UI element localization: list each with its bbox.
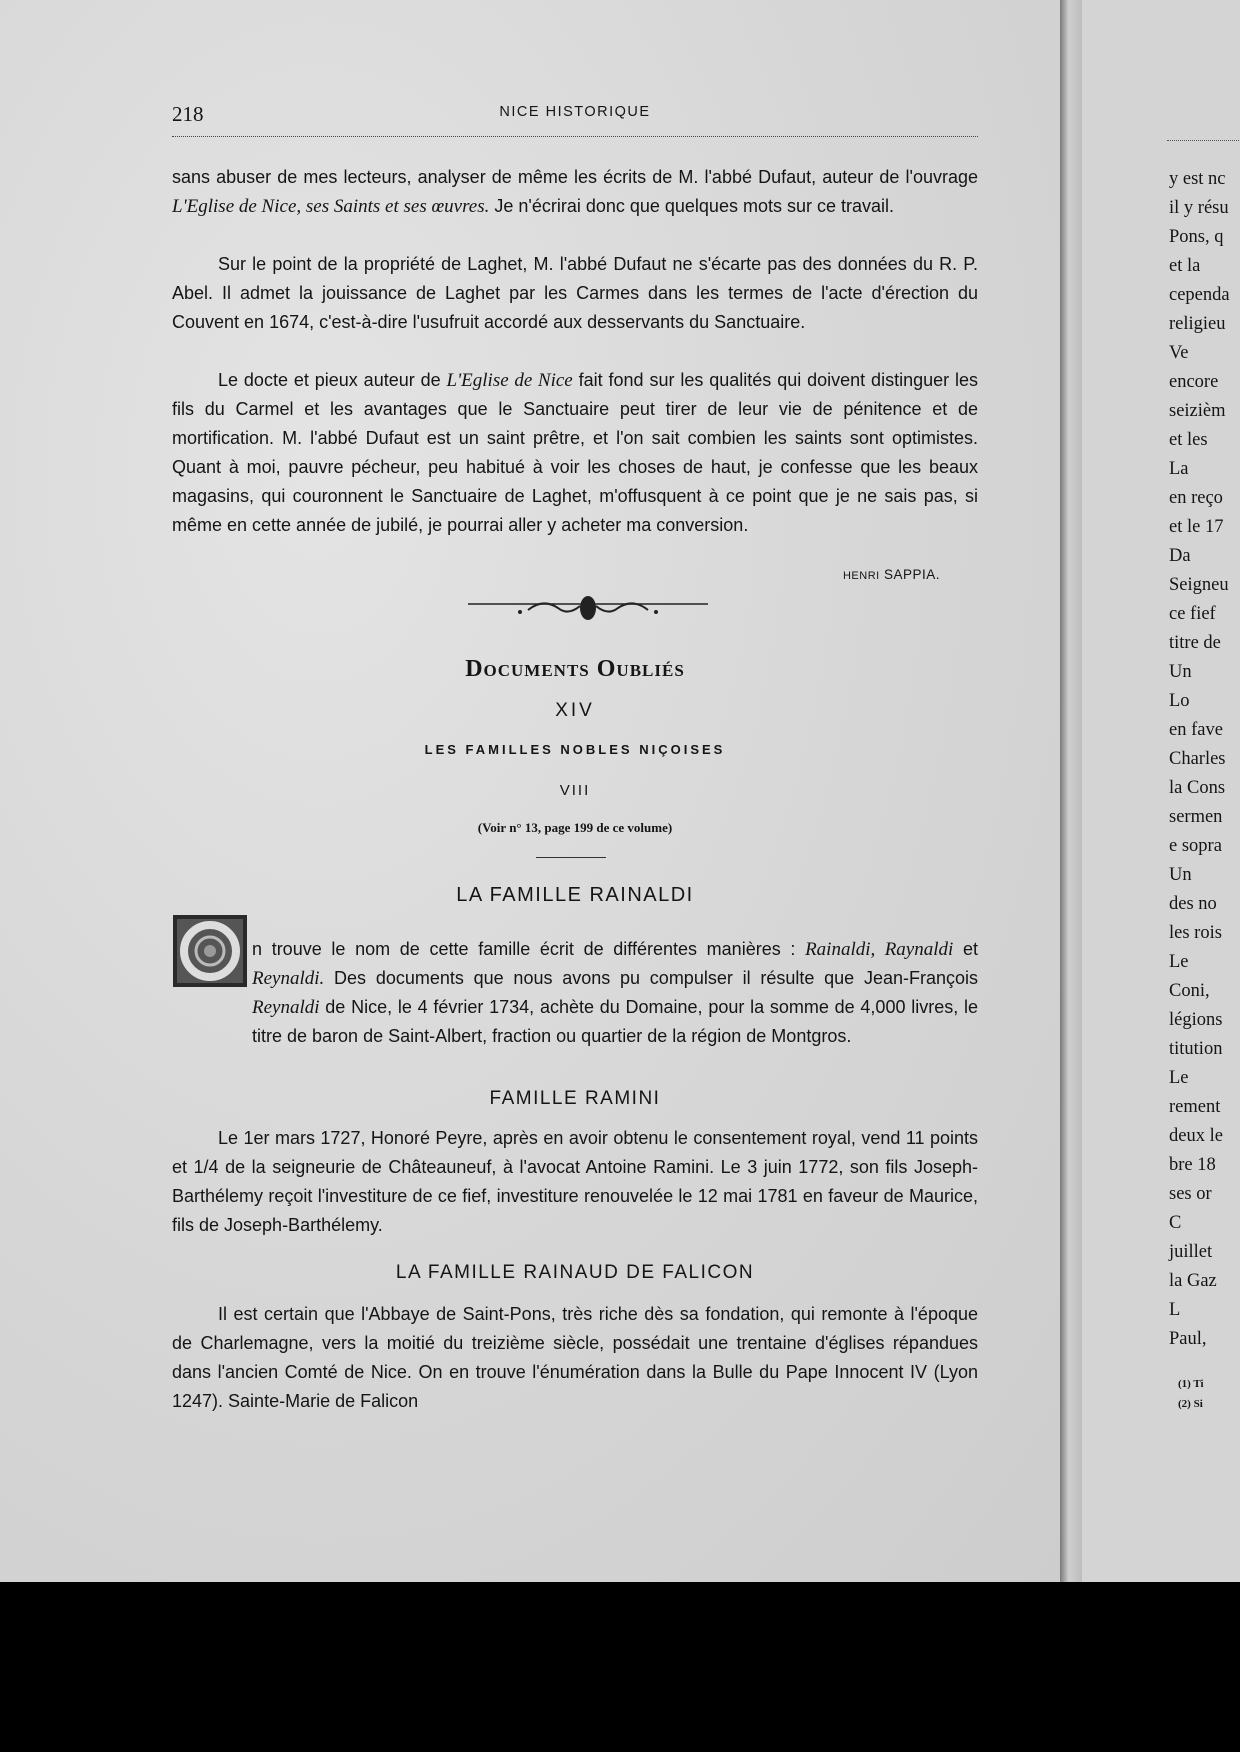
facing-line: rement (1169, 1097, 1221, 1117)
facing-line: Le (1169, 952, 1189, 972)
page-header (172, 98, 978, 128)
facing-line: bre 18 (1169, 1155, 1216, 1175)
signature-first-name: HENRI (842, 570, 880, 582)
facing-line: et les (1169, 430, 1208, 450)
facing-line: Un (1169, 865, 1192, 885)
facing-line: Le (1169, 1068, 1189, 1088)
facing-line: titre de (1169, 633, 1221, 653)
facing-page (1082, 0, 1240, 1582)
facing-line: titution (1169, 1039, 1223, 1059)
author-signature (843, 567, 940, 582)
name-variant: Rainaldi, Raynaldi (805, 939, 954, 960)
ornament-divider (468, 594, 708, 624)
paragraph-text: fait fond sur les qualités qui doivent distinguer les fils du Carmel et les avantages que le Sanctuaire peut tirer de leur vie de pénitence et de mortification. M. l'abbé Dufaut est un saint prêtre, et l'on sait combien les saints sont optimistes. Quant à moi, pauvre pécheur, peu habitué à voir les choses de haut, je confesse que les beaux magasins, qui couronnent le Sanctuaire de Laghet, m'offusquent à ce point que je ne sais pas, si même en cette année de jubilé, je pourrai aller y acheter ma conversion. (172, 370, 979, 535)
facing-line: Ve (1169, 343, 1189, 363)
facing-line: Pons, q (1169, 227, 1224, 247)
facing-footnote: (1) Ti (1178, 1378, 1204, 1390)
facing-line: juillet (1169, 1242, 1213, 1262)
section-number: XIV (555, 700, 595, 721)
paragraph-dufaut (172, 366, 978, 540)
facing-line: ses or (1169, 1184, 1212, 1204)
facing-line: ce fief (1169, 604, 1216, 624)
page-gutter (1060, 0, 1082, 1582)
facing-line: Lo (1169, 691, 1190, 711)
paragraph-intro (172, 163, 978, 221)
paragraph-ramini: Le 1er mars 1727, Honoré Peyre, après en avoir obtenu le consentement royal, vend 11 points et 1/4 de la seigneurie de Châteauneuf, à l'avocat Antoine Ramini. Le 3 juin 1772, son fils Joseph-Barthélemy reçoit l'investiture de ce fief, investiture renouvelée le 12 mai 1781 en faveur de Maurice, fils de Joseph-Barthélemy. (172, 1128, 978, 1235)
facing-page-notes (1178, 1374, 1204, 1414)
facing-line: il y résu (1169, 198, 1229, 218)
facing-header-rule (1167, 140, 1240, 141)
page-number: 218 (172, 102, 204, 126)
facing-footnote: (2) Si (1178, 1398, 1203, 1410)
signature-last-name: SAPPIA. (883, 567, 940, 582)
facing-line: la Cons (1169, 778, 1226, 798)
facing-line: en reço (1169, 488, 1223, 508)
heading-ramini: FAMILLE RAMINI (489, 1088, 661, 1109)
facing-line: deux le (1169, 1126, 1223, 1146)
paragraph-laghet: Sur le point de la propriété de Laghet, M. l'abbé Dufaut ne s'écarte pas des données du R. P. Abel. Il admet la jouissance de Laghet par les Carmes dans les termes de l'acte d'érection du Couvent en 1674, c'est-à-dire l'usufruit accordé aux desservants du Sanctuaire. (172, 254, 978, 332)
facing-line: religieu (1169, 314, 1226, 334)
header-rule (172, 136, 978, 137)
facing-line: des no (1169, 894, 1217, 914)
paragraph-text: sans abuser de mes lecteurs, analyser de même les écrits de M. l'abbé Dufaut, auteur de l'ouvrage (172, 167, 978, 187)
section-reference: (Voir n° 13, page 199 de ce volume) (477, 820, 673, 835)
facing-line: y est nc (1169, 169, 1226, 189)
facing-line: Coni, (1169, 981, 1210, 1001)
facing-line: e sopra (1169, 836, 1222, 856)
facing-line: et le 17 (1169, 517, 1224, 537)
name-variant: Reynaldi (252, 997, 320, 1018)
facing-line: Seigneu (1169, 575, 1229, 595)
rainaldi-line1 (252, 935, 978, 1051)
book-title: L'Eglise de Nice, ses Saints et ses œuvres. (172, 196, 490, 217)
facing-line: La (1169, 459, 1189, 479)
facing-line: Charles (1169, 749, 1226, 769)
dropcap-ornament (172, 914, 248, 988)
book-title: L'Eglise de Nice (446, 370, 573, 391)
paragraph-text: de Nice, le 4 février 1734, achète du Domaine, pour la somme de 4,000 livres, le titre de baron de Saint-Albert, fraction ou quartier de la région de Montgros. (252, 997, 978, 1046)
facing-line: et la (1169, 256, 1201, 276)
facing-line: L (1169, 1300, 1181, 1320)
scan-background (0, 1582, 1240, 1752)
facing-line: sermen (1169, 807, 1223, 827)
paragraph-text: Je n'écrirai donc que quelques mots sur ce travail. (489, 196, 894, 216)
short-rule (536, 857, 606, 858)
facing-line: encore (1169, 372, 1219, 392)
facing-line: légions (1169, 1010, 1223, 1030)
section-subtitle: LES FAMILLES NOBLES NIÇOISES (424, 742, 726, 757)
facing-line: en fave (1169, 720, 1223, 740)
paragraph-rainaud: Il est certain que l'Abbaye de Saint-Pons, très riche dès sa fondation, qui remonte à l'époque de Charlemagne, vers la moitié du treizième siècle, possédait une trentaine d'églises répandues dans l'ancien Comté de Nice. On en trouve l'énumération dans la Bulle du Pape Innocent IV (Lyon 1247). Sainte-Marie de Falicon (172, 1304, 978, 1411)
running-head: NICE HISTORIQUE (499, 104, 651, 120)
facing-line: les rois (1169, 923, 1222, 943)
facing-page-lines (1169, 165, 1230, 1354)
facing-line: cependa (1169, 285, 1230, 305)
facing-line: la Gaz (1169, 1271, 1217, 1291)
facing-line: Un (1169, 662, 1192, 682)
facing-line: Da (1169, 546, 1191, 566)
facing-line: C (1169, 1213, 1182, 1233)
paragraph-text: Des documents que nous avons pu compulser il résulte que Jean-François (324, 968, 978, 988)
paragraph-text: Le docte et pieux auteur de (218, 370, 447, 390)
paragraph-text: n trouve le nom de cette famille écrit de différentes manières : (252, 939, 806, 959)
section-part: VIII (559, 782, 591, 799)
paragraph-text: et (953, 939, 978, 959)
section-title: Documents Oubliés (465, 656, 685, 682)
heading-rainaud: LA FAMILLE RAINAUD DE FALICON (395, 1262, 755, 1283)
facing-line: Paul, (1169, 1329, 1207, 1349)
heading-rainaldi: LA FAMILLE RAINALDI (456, 884, 694, 906)
name-variant: Reynaldi. (252, 968, 325, 989)
facing-line: seizièm (1169, 401, 1226, 421)
